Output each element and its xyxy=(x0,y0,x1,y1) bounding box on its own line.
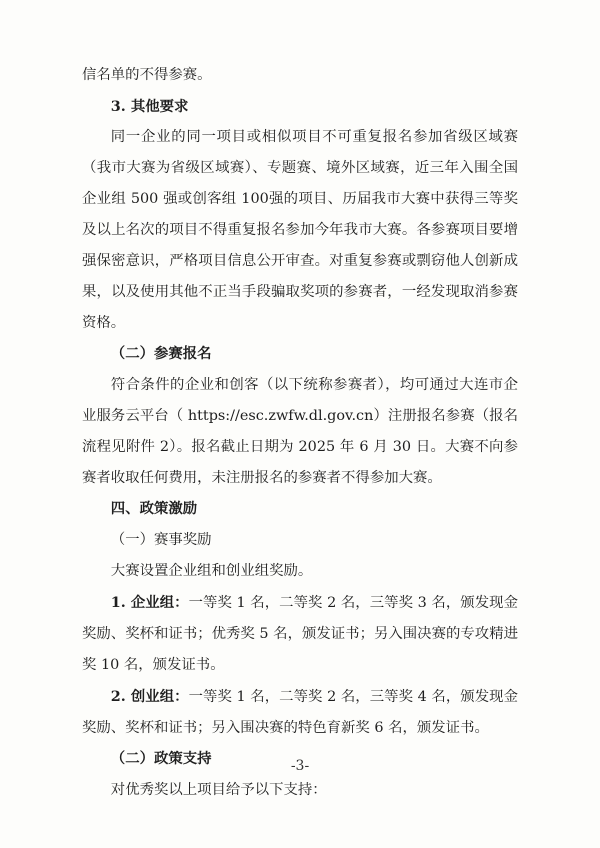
page-number: -3- xyxy=(290,758,310,774)
section-3-heading: 3. 其他要求 xyxy=(110,98,189,115)
paragraph-continued: 信名单的不得参赛。 xyxy=(82,67,212,83)
paragraph-registration: 符合条件的企业和创客（以下统称参赛者），均可通过大连市企业服务云平台（ https://esc.zwfw.dl.gov.cn）注册报名参赛（报名流程见附件 2）。报名截止日期为 2025 年 6 月 30 日。大赛不向参赛者收取任何费用，未注册报名的参赛者不得参加大赛。 xyxy=(82,377,518,486)
paragraph-startup-group xyxy=(82,681,518,744)
paragraph-other-requirements: 同一企业的同一项目或相似项目不可重复报名参加省级区域赛（我市大赛为省级区域赛）、专题赛、境外区域赛，近三年入围全国企业组 500 强或创客组 100强的项目、历届我市大赛中获得三等奖及以上名次的项目不得重复报名参加今年我市大赛。各参赛项目要增强保密意识，严格项目信息公开审查。对重复参赛或剽窃他人创新成果，以及使用其他不正当手段骗取奖项的参赛者，一经发现取消参赛资格。 xyxy=(82,129,518,331)
subsection-registration-heading: （二）参赛报名 xyxy=(110,346,212,362)
document-body xyxy=(82,60,518,806)
subsection-awards-heading: （一）赛事奖励 xyxy=(110,532,212,548)
startup-group-label: 2. 创业组： xyxy=(110,688,189,705)
enterprise-group-label: 1. 企业组： xyxy=(110,594,189,611)
enterprise-group-text: 一等奖 1 名，二等奖 2 名，三等奖 3 名，颁发现金奖励、奖杯和证书；优秀奖 5 名，颁发证书；另入围决赛的专攻精进奖 10 名，颁发证书。 xyxy=(82,595,518,673)
section-policy-incentives-heading: 四、政策激励 xyxy=(110,501,198,517)
paragraph-policy-support: 对优秀奖以上项目给予以下支持： xyxy=(110,782,327,798)
subsection-policy-support-heading: （二）政策支持 xyxy=(110,751,212,767)
paragraph-enterprise-group xyxy=(82,587,518,681)
paragraph-awards-intro: 大赛设置企业组和创业组奖励。 xyxy=(110,563,313,579)
startup-group-text: 一等奖 1 名，二等奖 2 名，三等奖 4 名，颁发现金奖励、奖杯和证书；另入围决赛的特色育新奖 6 名，颁发证书。 xyxy=(82,689,518,736)
